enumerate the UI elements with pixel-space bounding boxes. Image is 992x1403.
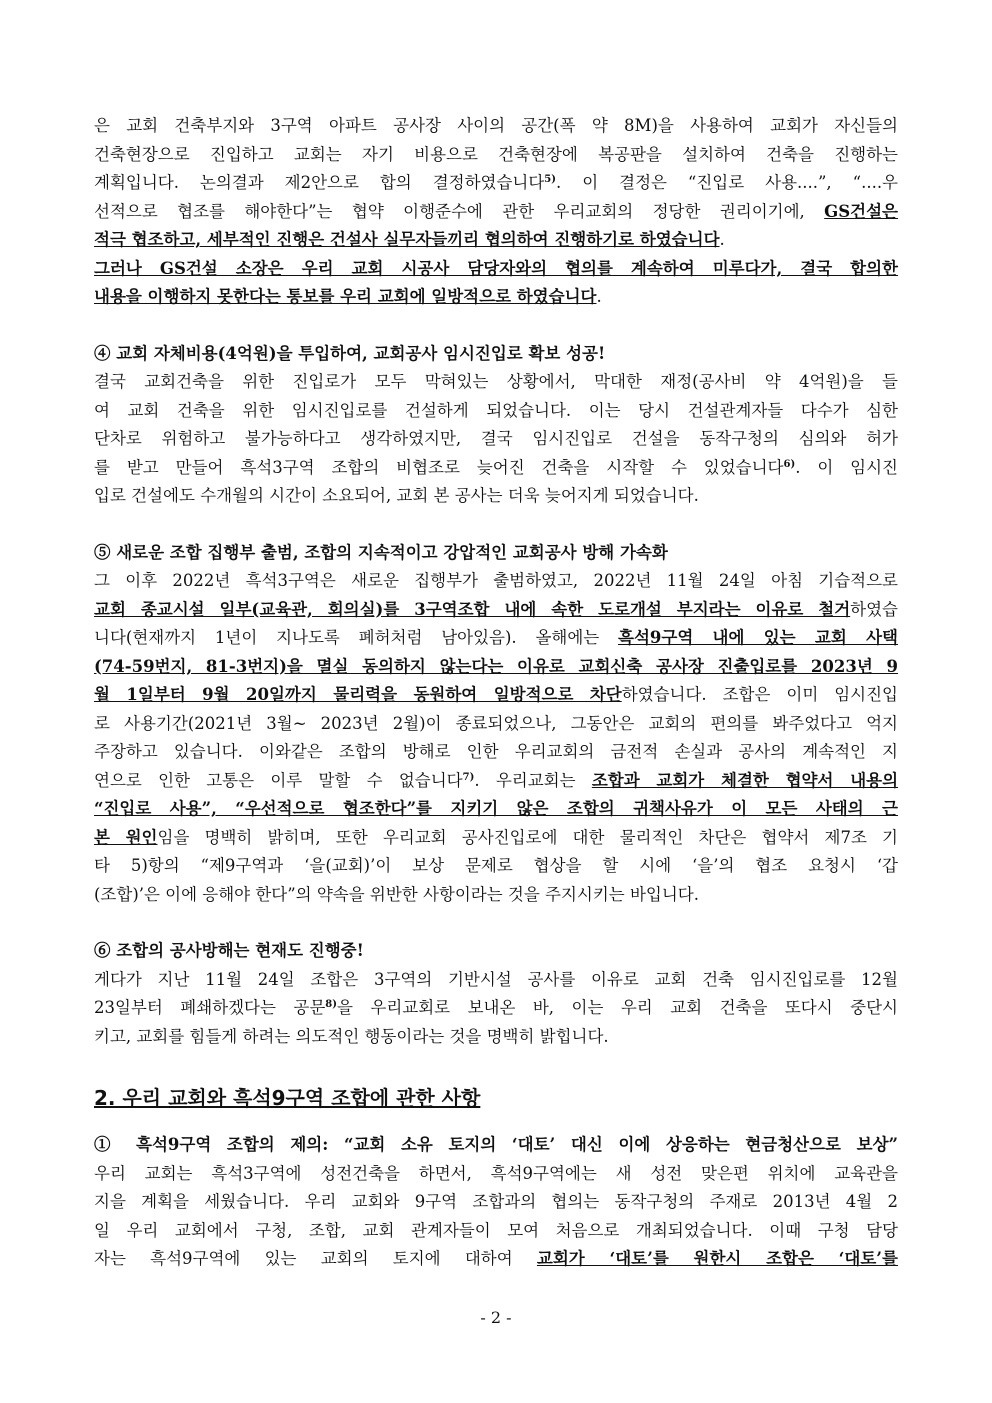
text-line: 하였습 [850,599,898,619]
page-number: - 2 - [480,1308,512,1327]
text-line: 타 5)항의 “제9구역과 ‘을(교회)’이 보상 문제로 협상을 할 시에 ‘을’의 협조 요청시 ‘갑 [94,856,898,875]
text-line: 우리 교회는 흑석3구역에 성전건축을 하면서, 흑석9구역에는 새 성전 맞은편 위치에 교육관을 [94,1163,898,1183]
section-6 [94,937,898,1051]
emphasis-text: 조합과 교회가 체결한 협약서 내용의 [591,770,899,790]
text-line: 건축현장으로 진입하고 교회는 자기 비용으로 건축현장에 복공판을 설치하여 건축을 진행하는 [94,144,898,164]
text-line: . 이 결정은 “진입로 사용....”, “....우 [556,173,898,192]
section-2-title: 2. 우리 교회와 흑석9구역 조합에 관한 사항 [94,1086,481,1110]
emphasis-text: GS건설은 [824,201,898,221]
text-line: 키고, 교회를 힘들게 하려는 의도적인 행동이라는 것을 명백히 밝힙니다. [94,1026,609,1046]
intro-paragraph [94,112,898,312]
text-line: 연으로 인한 고통은 이루 말할 수 없습니다 [94,770,463,790]
text-line: . [719,230,725,249]
document-body [94,112,898,1274]
section-5 [94,539,898,910]
emphasis-text: 교회가 ‘대토’를 원한시 조합은 ‘대토’를 [536,1249,898,1268]
section-heading: ④ 교회 자체비용(4억원)을 투입하여, 교회공사 임시진입로 확보 성공! [94,343,606,363]
text-line: 일 우리 교회에서 구청, 조합, 교회 관계자들이 모여 처음으로 개최되었습니다. 이때 구청 담당 [94,1220,898,1240]
section-heading: ⑤ 새로운 조합 집행부 출범, 조합의 지속적이고 강압적인 교회공사 방해 가속화 [94,542,668,562]
footnote-ref: 8) [325,999,337,1010]
text-line: 을 우리교회로 보내온 바, 이는 우리 교회 건축을 또다시 중단시 [336,998,898,1017]
emphasis-text: (74-59번지, 81-3번지)을 멸실 동의하지 않는다는 이유로 교회신축 공사장 진출입로를 2023년 9 [94,656,898,676]
text-line: . 이 임시진 [795,457,898,477]
text-line: 23일부터 폐쇄하겠다는 공문 [94,998,326,1017]
footnote-ref: 6) [783,458,796,470]
section-2-item-1 [94,1131,898,1274]
footnote-ref: 5) [544,174,556,185]
emphasis-text: 내용을 이행하지 못한다는 통보를 우리 교회에 일방적으로 하였습니다 [94,287,597,306]
section-4 [94,340,898,511]
text-line: . [596,287,602,306]
section-heading: ① 흑석9구역 조합의 제의: “교회 소유 토지의 ‘대토’ 대신 이에 상응하는 현금청산으로 보상” [94,1135,898,1154]
text-line: . 우리교회는 [474,770,592,790]
text-line: 계획입니다. 논의결과 제2안으로 합의 결정하였습니다 [94,173,545,192]
text-line: 선적으로 협조를 해야한다”는 협약 이행준수에 관한 우리교회의 정당한 권리이기에, [94,201,825,221]
emphasis-text: 흑석9구역 내에 있는 교회 사택 [618,628,898,647]
text-line: 그 이후 2022년 흑석3구역은 새로운 집행부가 출범하였고, 2022년 11월 24일 아침 기습적으로 [94,571,898,590]
text-line: (조합)’은 이에 응해야 한다”의 약속을 위반한 사항이라는 것을 주지시키는 바입니다. [94,884,699,904]
footnote-ref: 7) [462,771,475,783]
section-heading: ⑥ 조합의 공사방해는 현재도 진행중! [94,941,364,960]
emphasis-text: 그러나 GS건설 소장은 우리 교회 시공사 담당자와의 협의를 계속하여 미루다가, 결국 합의한 [94,258,898,278]
text-line: 를 받고 만들어 흑석3구역 조합의 비협조로 늦어진 건축을 시작할 수 있었습니다 [94,457,784,477]
emphasis-text: 본 원인 [94,827,158,847]
emphasis-text: “진입로 사용”, “우선적으로 협조한다”를 지키기 않은 조합의 귀책사유가 이 모든 사태의 근 [94,799,898,818]
text-line: 단차로 위험하고 불가능하다고 생각하였지만, 결국 임시진입로 건설을 동작구청의 심의와 허가 [94,429,898,448]
text-line: 로 사용기간(2021년 3월~ 2023년 2월)이 종료되었으나, 그동안은 교회의 편의를 봐주었다고 억지 [94,713,898,733]
text-line: 여 교회 건축을 위한 임시진입로를 건설하게 되었습니다. 이는 당시 건설관계자들 다수가 심한 [94,400,898,420]
emphasis-text: 월 1일부터 9월 20일까지 물리력을 동원하여 일방적으로 차단 [94,685,622,704]
text-line: 결국 교회건축을 위한 진입로가 모두 막혀있는 상황에서, 막대한 재정(공사비 약 4억원)을 들 [94,372,898,391]
text-line: 하였습니다. 조합은 이미 임시진입 [621,685,898,704]
text-line: 주장하고 있습니다. 이와같은 조합의 방해로 인한 우리교회의 금전적 손실과 공사의 계속적인 지 [94,742,898,761]
emphasis-text: 교회 종교시설 일부(교육관, 회의실)를 3구역조합 내에 속한 도로개설 부지라는 이유로 철거 [94,599,851,619]
text-line: 자는 흑석9구역에 있는 교회의 토지에 대하여 [94,1249,537,1268]
text-line: 임을 명백히 밝히며, 또한 우리교회 공사진입로에 대한 물리적인 차단은 협약서 제7조 기 [157,827,898,847]
text-line: 게다가 지난 11월 24일 조합은 3구역의 기반시설 공사를 이유로 교회 건축 임시진입로를 12월 [94,969,898,989]
text-line: 지을 계획을 세웠습니다. 우리 교회와 9구역 조합과의 협의는 동작구청의 주재로 2013년 4월 2 [94,1192,898,1211]
text-line: 입로 건설에도 수개월의 시간이 소요되어, 교회 본 공사는 더욱 늦어지게 되었습니다. [94,486,699,505]
text-line: 니다(현재까지 1년이 지나도록 폐허처럼 남아있음). 올해에는 [94,628,619,647]
text-line: 은 교회 건축부지와 3구역 아파트 공사장 사이의 공간(폭 약 8M)을 사용하여 교회가 자신들의 [94,116,898,135]
emphasis-text: 적극 협조하고, 세부적인 진행은 건설사 실무자들끼리 협의하여 진행하기로 하였습니다 [94,230,720,249]
